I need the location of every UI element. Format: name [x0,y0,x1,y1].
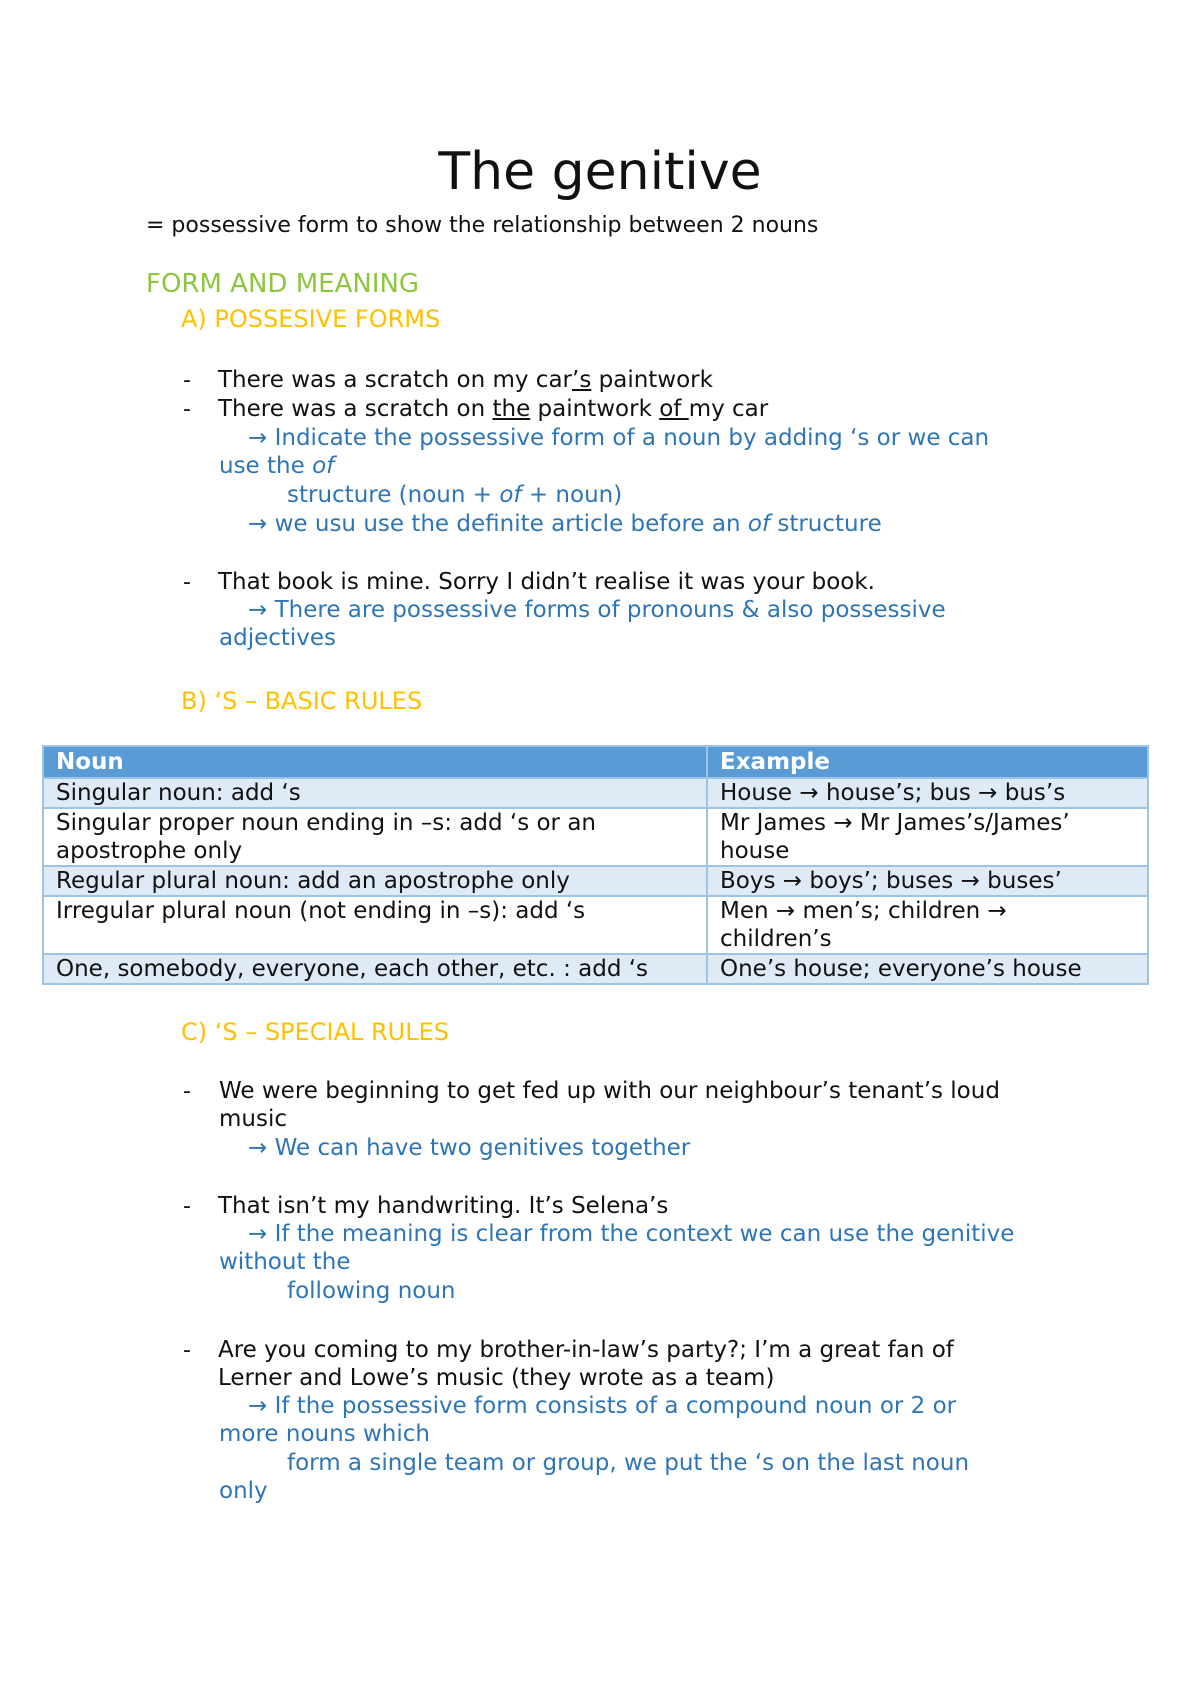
special-item-3-line-a: Are you coming to my brother-in-law’s party?; I’m a great fan of [218,1337,954,1363]
special-item-2-note-b: without the [219,1249,351,1275]
table-cell-noun [43,808,707,866]
cell-line: One’s house; everyone’s house [720,956,1082,982]
cell-line: Singular noun: add ‘s [56,780,301,806]
cell-line: house [720,838,790,864]
table-row [43,778,1148,808]
cell-line: Irregular plural noun (not ending in –s): add ‘s [56,898,586,924]
underlined-segment: the [492,396,531,422]
bullet-dash: - [183,570,191,595]
table-cell-example [707,896,1148,954]
note-3b: adjectives [219,625,337,651]
special-item-3-note-a [248,1392,956,1421]
underlined-segment: ’s [572,367,592,393]
cell-line: Boys → boys’; buses → buses’ [720,868,1062,894]
note-1b [219,452,334,481]
page-title: The genitive [438,142,762,202]
table-header-example: Example [707,746,1148,778]
definition: = possessive form to show the relationship between 2 nouns [146,213,819,238]
text-segment: paintwork [530,396,660,422]
note-text: we usu use the definite article before an [267,511,748,537]
cell-line: Singular proper noun ending in –s: add ‘s or an [56,810,596,836]
table-row [43,954,1148,984]
note-1a [248,424,989,453]
cell-line: Mr James → Mr James’s/James’ [720,810,1070,836]
special-item-2-line: That isn’t my handwriting. It’s Selena’s [218,1193,669,1219]
special-item-3-line-b: Lerner and Lowe’s music (they wrote as a team) [218,1365,775,1391]
bullet-dash: - [183,397,191,422]
note-3a [248,596,946,625]
table-header-row [43,746,1148,778]
arrow-right-icon: → [248,1393,268,1419]
special-item-2-note-a [248,1220,1014,1249]
italic-text: of [312,453,335,479]
table-row [43,866,1148,896]
cell-line: One, somebody, everyone, each other, etc. : add ‘s [56,956,649,982]
special-item-1-note [248,1134,690,1163]
table-row [43,896,1148,954]
table-cell-example [707,954,1148,984]
section-heading: FORM AND MEANING [146,269,420,299]
note-text: structure (noun + [287,482,500,508]
arrow-right-icon: → [248,597,268,623]
example-line-1 [218,366,713,395]
text-segment: There was a scratch on my car [218,367,573,393]
arrow-right-icon: → [248,511,268,537]
special-item-3-note-d: only [219,1478,268,1504]
note-text: use the [219,453,313,479]
cell-line: Regular plural noun: add an apostrophe only [56,868,570,894]
special-item-2-note-c: following noun [287,1278,456,1304]
cell-line: Men → men’s; children → [720,898,1007,924]
table-cell-noun [43,896,707,954]
example-line-2 [218,395,768,424]
section-a-heading: A) POSSESIVE FORMS [181,305,441,333]
section-c-heading: C) ‘S – SPECIAL RULES [181,1018,450,1046]
text-segment: paintwork [591,367,713,393]
special-item-1-line-a: We were beginning to get fed up with our neighbour’s tenant’s loud [219,1078,1000,1104]
note-text: We can have two genitives together [267,1135,691,1161]
bullet-dash: - [183,1338,191,1363]
table-header-noun: Noun [43,746,707,778]
bullet-dash: - [183,1194,191,1219]
note-text: structure [770,511,882,537]
bullet-dash: - [183,1079,191,1104]
special-item-3-note-b: more nouns which [219,1421,430,1447]
section-b-heading: B) ‘S – BASIC RULES [181,687,423,715]
table-cell-noun [43,778,707,808]
table-cell-example [707,866,1148,896]
note-text: Indicate the possessive form of a noun by adding ‘s or we can [267,425,990,451]
cell-line: House → house’s; bus → bus’s [720,780,1066,806]
example-line-3: That book is mine. Sorry I didn’t realise it was your book. [218,569,875,595]
italic-text: of [747,511,771,537]
note-text: There are possessive forms of pronouns & also possessive [267,597,946,623]
note-2 [248,510,882,539]
text-segment: my car [688,396,769,422]
text-segment: There was a scratch on [218,396,493,422]
cell-line: children’s [720,926,832,952]
underlined-segment: of [659,396,689,422]
table-cell-noun [43,866,707,896]
table-row [43,808,1148,866]
cell-line: apostrophe only [56,838,243,864]
arrow-right-icon: → [248,1221,268,1247]
basic-rules-table [42,745,1149,985]
table-cell-example [707,778,1148,808]
special-item-3-note-c: form a single team or group, we put the ‘s on the last noun [287,1450,970,1476]
note-text: If the meaning is clear from the context we can use the genitive [267,1221,1015,1247]
bullet-dash: - [183,368,191,393]
table-cell-noun [43,954,707,984]
arrow-right-icon: → [248,425,268,451]
note-1c [287,481,622,510]
special-item-1-line-b: music [219,1106,288,1132]
note-text: + noun) [521,482,623,508]
table-cell-example [707,808,1148,866]
italic-text: of [499,482,522,508]
note-text: If the possessive form consists of a compound noun or 2 or [267,1393,957,1419]
arrow-right-icon: → [248,1135,268,1161]
